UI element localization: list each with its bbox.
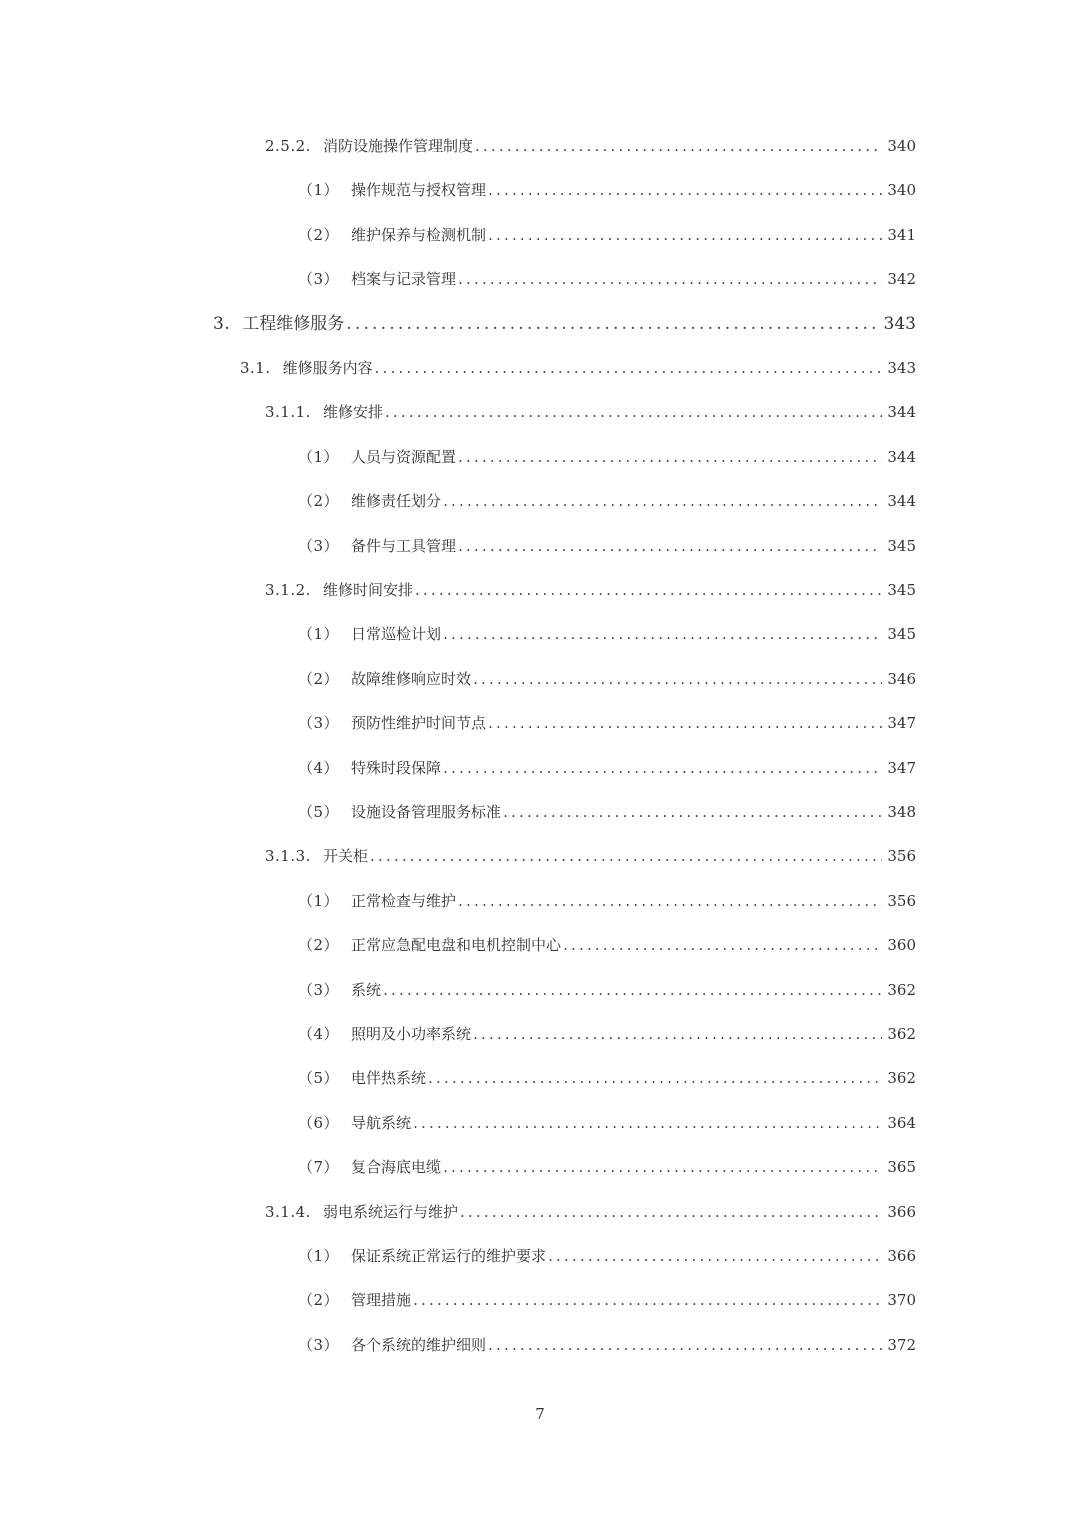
toc-entry-title: 故障维修响应时效 [351, 669, 472, 688]
toc-entry-page: 347 [887, 758, 916, 777]
toc-entry[interactable] [298, 930, 916, 960]
toc-entry[interactable] [298, 442, 916, 472]
toc-entry-number: （2） [298, 492, 340, 511]
toc-dot-leader [443, 486, 882, 516]
toc-entry-title: 备件与工具管理 [351, 536, 457, 555]
toc-entry[interactable] [298, 220, 916, 250]
toc-entry-page: 362 [887, 1025, 916, 1043]
toc-entry-number: （2） [298, 1291, 340, 1310]
toc-dot-leader [443, 1152, 882, 1182]
toc-entry-number: 3.1.2. [265, 581, 311, 599]
toc-entry-number: 3.1.4. [265, 1202, 311, 1221]
toc-entry-title: 设施设备管理服务标准 [351, 803, 502, 821]
toc-dot-leader [383, 975, 882, 1005]
toc-dot-leader [370, 841, 882, 871]
toc-entry-title: 维修责任划分 [351, 492, 442, 511]
toc-dot-leader [503, 797, 882, 827]
toc-entry-page: 364 [887, 1113, 916, 1132]
toc-entry-title: 操作规范与授权管理 [351, 181, 487, 200]
toc-entry-number: （1） [298, 625, 340, 644]
toc-entry-page: 344 [887, 492, 916, 511]
toc-entry-title: 档案与记录管理 [351, 270, 457, 289]
toc-entry-title: 管理措施 [351, 1291, 412, 1310]
toc-entry[interactable] [298, 1152, 916, 1182]
toc-dot-leader [458, 264, 882, 294]
toc-dot-leader [375, 353, 882, 383]
toc-entry-title: 保证系统正常运行的维护要求 [351, 1247, 547, 1265]
toc-entry[interactable] [265, 841, 916, 871]
toc-entry-number: （1） [298, 891, 340, 910]
toc-dot-leader [458, 531, 882, 561]
toc-entry[interactable] [298, 1285, 916, 1315]
toc-entry-title: 维修服务内容 [282, 359, 373, 377]
toc-entry-number: 3.1.3. [265, 847, 311, 866]
toc-dot-leader [385, 397, 882, 427]
toc-entry-title: 消防设施操作管理制度 [322, 137, 473, 155]
toc-entry-page: 344 [887, 447, 916, 466]
toc-dot-leader [563, 930, 882, 960]
toc-entry-title: 维修安排 [322, 403, 383, 422]
toc-entry-title: 开关柜 [322, 847, 368, 866]
toc-entry[interactable] [265, 131, 916, 161]
toc-entry[interactable] [298, 1108, 916, 1138]
toc-entry-number: （1） [298, 447, 340, 466]
toc-entry[interactable] [265, 575, 916, 605]
toc-entry-page: 366 [887, 1202, 916, 1221]
toc-entry-page: 360 [887, 936, 916, 955]
toc-entry-title: 照明及小功率系统 [351, 1025, 472, 1043]
toc-entry[interactable] [298, 1241, 916, 1271]
toc-entry-page: 372 [887, 1335, 916, 1354]
toc-entry-number: （3） [298, 714, 340, 733]
toc-entry-page: 341 [887, 225, 916, 244]
toc-entry-title: 预防性维护时间节点 [351, 714, 487, 733]
toc-entry-title: 维护保养与检测机制 [351, 225, 487, 244]
toc-entry-title: 导航系统 [351, 1113, 412, 1132]
toc-dot-leader [488, 1330, 882, 1360]
toc-entry-title: 正常应急配电盘和电机控制中心 [351, 936, 562, 955]
toc-entry-number: （3） [298, 980, 340, 999]
toc-entry-page: 346 [887, 669, 916, 688]
toc-entry-number: （2） [298, 669, 340, 688]
toc-dot-leader [443, 753, 882, 783]
toc-entry-title: 复合海底电缆 [351, 1158, 442, 1177]
toc-entry-page: 362 [887, 980, 916, 999]
toc-entry[interactable] [298, 486, 916, 516]
toc-entry-number: （4） [298, 1025, 340, 1043]
toc-entry[interactable] [298, 753, 916, 783]
toc-dot-leader [473, 1019, 882, 1049]
toc-entry[interactable] [298, 619, 916, 649]
toc-dot-leader [458, 886, 882, 916]
toc-entry[interactable] [298, 1063, 916, 1093]
toc-entry-number: （1） [298, 181, 340, 200]
toc-entry-page: 362 [887, 1069, 916, 1088]
toc-entry-page: 365 [887, 1158, 916, 1177]
toc-entry[interactable] [298, 264, 916, 294]
toc-entry-page: 366 [887, 1247, 916, 1265]
toc-entry[interactable] [298, 708, 916, 738]
toc-entry-title: 各个系统的维护细则 [351, 1335, 487, 1354]
toc-entry-page: 356 [887, 891, 916, 910]
toc-entry-title: 系统 [351, 980, 382, 999]
toc-entry-number: （5） [298, 803, 340, 821]
toc-entry-page: 340 [887, 181, 916, 200]
toc-entry-page: 345 [887, 536, 916, 555]
toc-dot-leader [460, 1197, 882, 1227]
toc-entry-title: 电伴热系统 [351, 1069, 427, 1088]
toc-entry[interactable] [265, 397, 916, 427]
toc-entry-title: 人员与资源配置 [351, 447, 457, 466]
toc-dot-leader [473, 664, 882, 694]
toc-entry-page: 343 [883, 313, 916, 334]
toc-dot-leader [475, 131, 882, 161]
toc-entry-page: 348 [887, 803, 916, 821]
toc-entry[interactable] [240, 353, 916, 383]
toc-entry-number: 3.1.1. [265, 403, 311, 422]
toc-entry[interactable] [298, 975, 916, 1005]
toc-dot-leader [548, 1241, 882, 1271]
toc-entry-page: 370 [887, 1291, 916, 1310]
toc-entry[interactable] [265, 1197, 916, 1227]
toc-entry[interactable] [298, 797, 916, 827]
toc-entry-page: 347 [887, 714, 916, 733]
toc-entry-number: （3） [298, 536, 340, 555]
toc-entry-number: （1） [298, 1247, 340, 1265]
toc-dot-leader [413, 1285, 882, 1315]
toc-entry-number: （3） [298, 1335, 340, 1354]
toc-entry-number: （4） [298, 758, 340, 777]
toc-entry[interactable] [298, 175, 916, 205]
toc-entry[interactable] [298, 886, 916, 916]
toc-dot-leader [428, 1063, 882, 1093]
toc-entry-page: 356 [887, 847, 916, 866]
toc-entry-title: 日常巡检计划 [351, 625, 442, 644]
page-number: 7 [535, 1405, 545, 1423]
toc-entry-number: （7） [298, 1158, 340, 1177]
toc-dot-leader [488, 708, 882, 738]
toc-entry-page: 343 [887, 359, 916, 377]
toc-dot-leader [458, 442, 882, 472]
toc-entry-page: 345 [887, 625, 916, 644]
toc-entry-page: 342 [887, 270, 916, 289]
toc-entry-title: 弱电系统运行与维护 [322, 1202, 458, 1221]
toc-entry-number: （3） [298, 270, 340, 289]
toc-entry[interactable] [298, 1019, 916, 1049]
toc-entry-number: 3. [213, 313, 231, 334]
toc-entry-number: （5） [298, 1069, 340, 1088]
toc-entry-number: （6） [298, 1113, 340, 1132]
toc-entry-number: （2） [298, 936, 340, 955]
toc-dot-leader [443, 619, 882, 649]
toc-entry-number: 2.5.2. [265, 137, 311, 155]
toc-entry-page: 340 [887, 137, 916, 155]
toc-dot-leader [488, 220, 882, 250]
toc-entry-number: （2） [298, 225, 340, 244]
toc-entry-page: 344 [887, 403, 916, 422]
toc-dot-leader [415, 575, 882, 605]
toc-entry-title: 工程维修服务 [242, 313, 345, 334]
toc-entry-number: 3.1. [240, 359, 271, 377]
toc-dot-leader [488, 175, 882, 205]
toc-entry[interactable] [298, 531, 916, 561]
toc-dot-leader [413, 1108, 882, 1138]
toc-entry[interactable] [213, 309, 916, 339]
toc-entry[interactable] [298, 1330, 916, 1360]
toc-entry-title: 维修时间安排 [322, 581, 413, 599]
toc-entry-page: 345 [887, 581, 916, 599]
toc-entry-title: 正常检查与维护 [351, 891, 457, 910]
toc-dot-leader [346, 309, 879, 339]
toc-entry-title: 特殊时段保障 [351, 758, 442, 777]
toc-entry[interactable] [298, 664, 916, 694]
